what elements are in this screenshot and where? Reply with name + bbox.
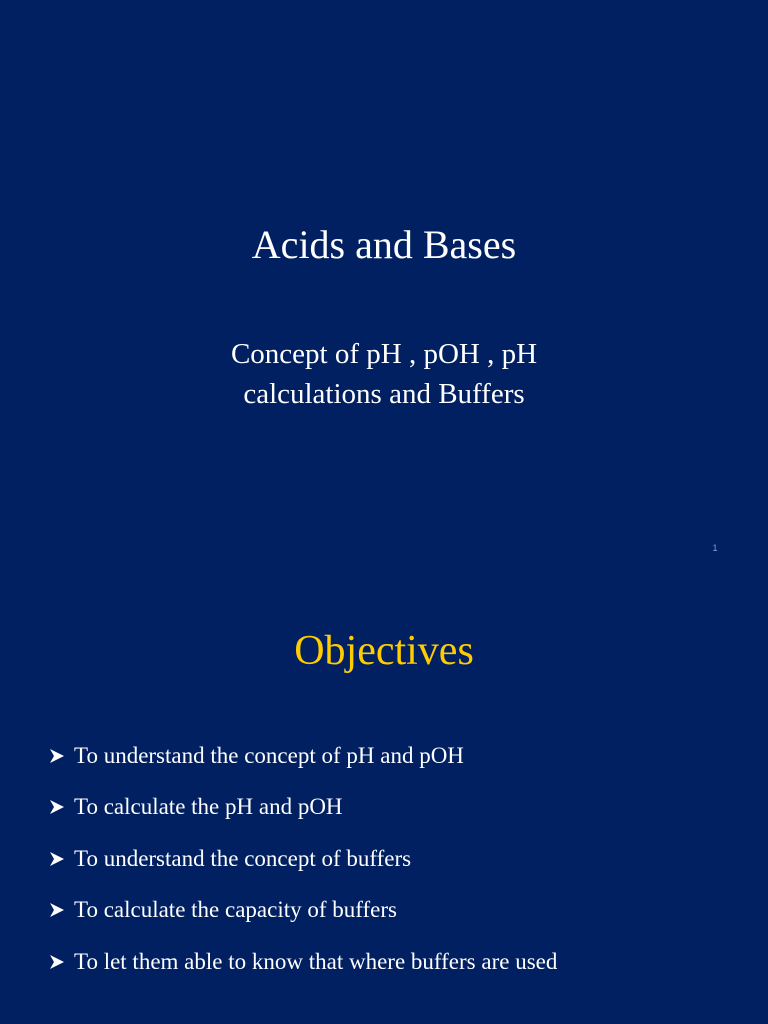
bullet-text: To calculate the pH and pOH [74,794,343,820]
subtitle-line-2: calculations and Buffers [243,378,525,410]
list-item [48,782,557,834]
list-item [48,730,557,782]
bullet-text: To understand the concept of pH and pOH [74,742,464,768]
objectives-title: Objectives [294,628,474,674]
objectives-slide [0,576,768,1024]
bullet-text: To let them able to know that where buffers are used [74,948,558,974]
list-item [48,833,557,885]
arrow-bullet-icon [48,850,66,868]
arrow-bullet-icon [48,901,66,919]
slide-subtitle [0,334,768,414]
arrow-bullet-icon [48,747,66,765]
slide-title: Acids and Bases [251,222,517,267]
bullet-text: To understand the concept of buffers [74,845,412,871]
objectives-list [48,730,557,988]
arrow-bullet-icon [48,798,66,816]
arrow-bullet-icon [48,953,66,971]
list-item [48,885,557,937]
list-item [48,936,557,988]
page-number: 1 [712,543,718,553]
bullet-text: To calculate the capacity of buffers [74,897,397,923]
subtitle-line-1: Concept of pH , pOH , pH [230,338,538,370]
